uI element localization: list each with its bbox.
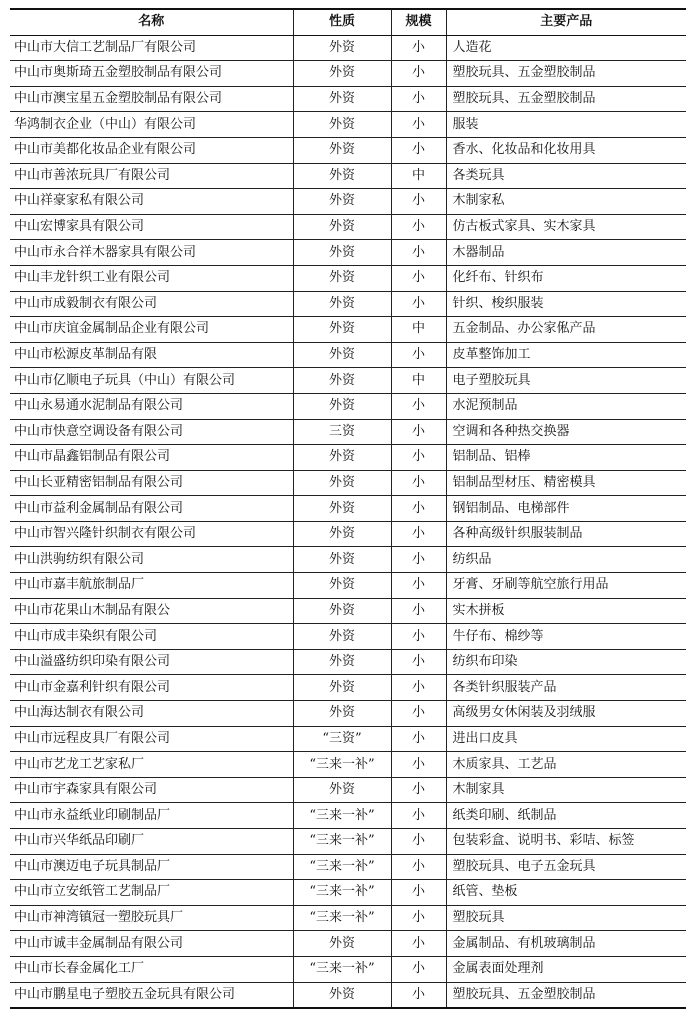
table-row bbox=[10, 931, 686, 957]
cell-scale: 小 bbox=[391, 342, 446, 368]
cell-name: 中山市澳迈电子玩具制品厂 bbox=[10, 854, 293, 880]
cell-name: 中山市益利金属制品有限公司 bbox=[10, 496, 293, 522]
cell-nature: 外资 bbox=[293, 368, 391, 394]
cell-name: 中山溢盛纺织印染有限公司 bbox=[10, 649, 293, 675]
cell-nature: 外资 bbox=[293, 598, 391, 624]
table-row bbox=[10, 598, 686, 624]
cell-nature: “三来一补” bbox=[293, 905, 391, 931]
table-row bbox=[10, 163, 686, 189]
cell-products: 包装彩盒、说明书、彩咭、标签 bbox=[446, 829, 686, 855]
cell-scale: 小 bbox=[391, 547, 446, 573]
cell-scale: 小 bbox=[391, 265, 446, 291]
cell-scale: 小 bbox=[391, 419, 446, 445]
cell-products: 牛仔布、棉纱等 bbox=[446, 624, 686, 650]
table-row bbox=[10, 777, 686, 803]
table-row bbox=[10, 624, 686, 650]
cell-nature: 外资 bbox=[293, 982, 391, 1008]
cell-scale: 小 bbox=[391, 86, 446, 112]
table-row bbox=[10, 752, 686, 778]
table-row bbox=[10, 61, 686, 87]
cell-nature: 外资 bbox=[293, 35, 391, 61]
table-row bbox=[10, 854, 686, 880]
cell-scale: 小 bbox=[391, 905, 446, 931]
cell-products: 香水、化妆品和化妆用具 bbox=[446, 137, 686, 163]
cell-nature: 外资 bbox=[293, 393, 391, 419]
cell-products: 服装 bbox=[446, 112, 686, 138]
cell-name: 中山长亚精密铝制品有限公司 bbox=[10, 470, 293, 496]
cell-scale: 小 bbox=[391, 982, 446, 1008]
cell-products: 塑胶玩具、五金塑胶制品 bbox=[446, 61, 686, 87]
cell-nature: 外资 bbox=[293, 624, 391, 650]
cell-scale: 小 bbox=[391, 829, 446, 855]
cell-scale: 小 bbox=[391, 854, 446, 880]
cell-products: 五金制品、办公家俬产品 bbox=[446, 317, 686, 343]
cell-products: 铝制品型材压、精密模具 bbox=[446, 470, 686, 496]
cell-name: 中山市永益纸业印刷制品厂 bbox=[10, 803, 293, 829]
cell-products: 木器制品 bbox=[446, 240, 686, 266]
cell-scale: 小 bbox=[391, 393, 446, 419]
cell-scale: 小 bbox=[391, 701, 446, 727]
cell-name: 中山市智兴隆针织制衣有限公司 bbox=[10, 521, 293, 547]
enterprise-table bbox=[10, 8, 686, 1009]
cell-scale: 中 bbox=[391, 368, 446, 394]
cell-products: 进出口皮具 bbox=[446, 726, 686, 752]
cell-nature: “三来一补” bbox=[293, 956, 391, 982]
cell-nature: 外资 bbox=[293, 214, 391, 240]
cell-name: 中山市永合祥木器家具有限公司 bbox=[10, 240, 293, 266]
cell-products: 纺织布印染 bbox=[446, 649, 686, 675]
cell-nature: “三来一补” bbox=[293, 854, 391, 880]
cell-scale: 小 bbox=[391, 624, 446, 650]
cell-nature: 外资 bbox=[293, 291, 391, 317]
table-row bbox=[10, 214, 686, 240]
cell-nature: 外资 bbox=[293, 317, 391, 343]
cell-nature: 外资 bbox=[293, 649, 391, 675]
cell-nature: “三来一补” bbox=[293, 803, 391, 829]
cell-nature: 外资 bbox=[293, 240, 391, 266]
cell-nature: 外资 bbox=[293, 445, 391, 471]
cell-products: 空调和各种热交换器 bbox=[446, 419, 686, 445]
cell-products: 实木拼板 bbox=[446, 598, 686, 624]
cell-name: 中山市嘉丰航旅制品厂 bbox=[10, 573, 293, 599]
table-row bbox=[10, 342, 686, 368]
cell-name: 中山市宇森家具有限公司 bbox=[10, 777, 293, 803]
cell-name: 中山市鹏星电子塑胶五金玩具有限公司 bbox=[10, 982, 293, 1008]
cell-scale: 小 bbox=[391, 137, 446, 163]
cell-products: 金属制品、有机玻璃制品 bbox=[446, 931, 686, 957]
cell-scale: 小 bbox=[391, 675, 446, 701]
cell-nature: 外资 bbox=[293, 112, 391, 138]
table-row bbox=[10, 829, 686, 855]
table-row bbox=[10, 86, 686, 112]
cell-products: 木制家私 bbox=[446, 189, 686, 215]
cell-nature: 外资 bbox=[293, 137, 391, 163]
cell-name: 中山市成毅制衣有限公司 bbox=[10, 291, 293, 317]
table-row bbox=[10, 675, 686, 701]
cell-name: 中山海达制衣有限公司 bbox=[10, 701, 293, 727]
table-row bbox=[10, 956, 686, 982]
cell-scale: 小 bbox=[391, 112, 446, 138]
cell-products: 塑胶玩具 bbox=[446, 905, 686, 931]
cell-nature: 三资 bbox=[293, 419, 391, 445]
table-row bbox=[10, 112, 686, 138]
table-row bbox=[10, 317, 686, 343]
header-products: 主要产品 bbox=[446, 9, 686, 35]
table-row bbox=[10, 393, 686, 419]
cell-scale: 小 bbox=[391, 521, 446, 547]
cell-name: 中山市艺龙工艺家私厂 bbox=[10, 752, 293, 778]
table-row bbox=[10, 573, 686, 599]
cell-name: 中山宏博家具有限公司 bbox=[10, 214, 293, 240]
cell-name: 中山市兴华纸品印刷厂 bbox=[10, 829, 293, 855]
cell-nature: 外资 bbox=[293, 573, 391, 599]
cell-nature: 外资 bbox=[293, 189, 391, 215]
cell-products: 牙膏、牙刷等航空旅行用品 bbox=[446, 573, 686, 599]
cell-name: 中山市长春金属化工厂 bbox=[10, 956, 293, 982]
cell-name: 中山市远程皮具厂有限公司 bbox=[10, 726, 293, 752]
cell-products: 塑胶玩具、五金塑胶制品 bbox=[446, 982, 686, 1008]
cell-nature: 外资 bbox=[293, 521, 391, 547]
cell-products: 纺织品 bbox=[446, 547, 686, 573]
cell-name: 中山市美都化妆品企业有限公司 bbox=[10, 137, 293, 163]
cell-products: 皮革整饰加工 bbox=[446, 342, 686, 368]
cell-name: 中山市成丰染织有限公司 bbox=[10, 624, 293, 650]
cell-products: 木质家具、工艺品 bbox=[446, 752, 686, 778]
cell-scale: 小 bbox=[391, 598, 446, 624]
cell-products: 塑胶玩具、电子五金玩具 bbox=[446, 854, 686, 880]
cell-products: 高级男女休闲装及羽绒服 bbox=[446, 701, 686, 727]
cell-nature: 外资 bbox=[293, 342, 391, 368]
table-row bbox=[10, 905, 686, 931]
table-row bbox=[10, 649, 686, 675]
table-row bbox=[10, 265, 686, 291]
cell-name: 中山市晶鑫铝制品有限公司 bbox=[10, 445, 293, 471]
cell-products: 各类玩具 bbox=[446, 163, 686, 189]
enterprise-table-container bbox=[10, 8, 686, 1009]
cell-name: 中山市神湾镇冠一塑胶玩具厂 bbox=[10, 905, 293, 931]
cell-name: 中山市快意空调设备有限公司 bbox=[10, 419, 293, 445]
cell-nature: “三来一补” bbox=[293, 829, 391, 855]
table-row bbox=[10, 291, 686, 317]
cell-name: 中山洪驹纺织有限公司 bbox=[10, 547, 293, 573]
table-row bbox=[10, 726, 686, 752]
cell-nature: 外资 bbox=[293, 86, 391, 112]
cell-name: 中山祥豪家私有限公司 bbox=[10, 189, 293, 215]
cell-scale: 小 bbox=[391, 752, 446, 778]
cell-scale: 小 bbox=[391, 880, 446, 906]
cell-scale: 小 bbox=[391, 240, 446, 266]
cell-nature: 外资 bbox=[293, 675, 391, 701]
cell-nature: 外资 bbox=[293, 61, 391, 87]
cell-scale: 小 bbox=[391, 573, 446, 599]
table-row bbox=[10, 470, 686, 496]
table-row bbox=[10, 137, 686, 163]
cell-scale: 小 bbox=[391, 496, 446, 522]
cell-nature: 外资 bbox=[293, 777, 391, 803]
cell-name: 华鸿制衣企业（中山）有限公司 bbox=[10, 112, 293, 138]
cell-nature: “三来一补” bbox=[293, 880, 391, 906]
cell-scale: 中 bbox=[391, 317, 446, 343]
cell-name: 中山丰龙针织工业有限公司 bbox=[10, 265, 293, 291]
cell-nature: 外资 bbox=[293, 701, 391, 727]
table-row bbox=[10, 496, 686, 522]
cell-scale: 小 bbox=[391, 189, 446, 215]
cell-products: 人造花 bbox=[446, 35, 686, 61]
cell-scale: 小 bbox=[391, 61, 446, 87]
table-body bbox=[10, 35, 686, 1008]
cell-nature: 外资 bbox=[293, 547, 391, 573]
cell-name: 中山市大信工艺制品厂有限公司 bbox=[10, 35, 293, 61]
cell-scale: 小 bbox=[391, 931, 446, 957]
header-scale: 规模 bbox=[391, 9, 446, 35]
table-row bbox=[10, 445, 686, 471]
cell-products: 纸管、垫板 bbox=[446, 880, 686, 906]
cell-name: 中山市澳宝星五金塑胶制品有限公司 bbox=[10, 86, 293, 112]
table-row bbox=[10, 982, 686, 1008]
cell-products: 各种高级针织服装制品 bbox=[446, 521, 686, 547]
cell-products: 仿古板式家具、实木家具 bbox=[446, 214, 686, 240]
table-row bbox=[10, 368, 686, 394]
cell-products: 铝制品、铝棒 bbox=[446, 445, 686, 471]
cell-nature: 外资 bbox=[293, 496, 391, 522]
cell-scale: 小 bbox=[391, 214, 446, 240]
cell-nature: 外资 bbox=[293, 931, 391, 957]
cell-name: 中山市奥斯琦五金塑胶制品有限公司 bbox=[10, 61, 293, 87]
cell-nature: 外资 bbox=[293, 163, 391, 189]
table-row bbox=[10, 240, 686, 266]
table-row bbox=[10, 547, 686, 573]
cell-products: 钢铝制品、电梯部件 bbox=[446, 496, 686, 522]
cell-name: 中山市善浓玩具厂有限公司 bbox=[10, 163, 293, 189]
cell-name: 中山市松源皮革制品有限 bbox=[10, 342, 293, 368]
cell-nature: 外资 bbox=[293, 265, 391, 291]
cell-nature: “三资” bbox=[293, 726, 391, 752]
cell-scale: 小 bbox=[391, 291, 446, 317]
table-header bbox=[10, 9, 686, 35]
cell-scale: 小 bbox=[391, 956, 446, 982]
cell-products: 针织、梭织服装 bbox=[446, 291, 686, 317]
table-row bbox=[10, 419, 686, 445]
table-row bbox=[10, 880, 686, 906]
table-row bbox=[10, 189, 686, 215]
cell-products: 水泥预制品 bbox=[446, 393, 686, 419]
cell-name: 中山市立安纸管工艺制品厂 bbox=[10, 880, 293, 906]
cell-nature: 外资 bbox=[293, 470, 391, 496]
cell-scale: 中 bbox=[391, 163, 446, 189]
cell-products: 各类针织服装产品 bbox=[446, 675, 686, 701]
table-row bbox=[10, 521, 686, 547]
cell-scale: 小 bbox=[391, 649, 446, 675]
cell-name: 中山市金嘉利针织有限公司 bbox=[10, 675, 293, 701]
cell-products: 金属表面处理剂 bbox=[446, 956, 686, 982]
cell-scale: 小 bbox=[391, 777, 446, 803]
cell-scale: 小 bbox=[391, 726, 446, 752]
cell-name: 中山市亿顺电子玩具（中山）有限公司 bbox=[10, 368, 293, 394]
cell-products: 电子塑胶玩具 bbox=[446, 368, 686, 394]
cell-scale: 小 bbox=[391, 445, 446, 471]
cell-name: 中山市庆谊金属制品企业有限公司 bbox=[10, 317, 293, 343]
cell-scale: 小 bbox=[391, 803, 446, 829]
table-row bbox=[10, 35, 686, 61]
cell-name: 中山市花果山木制品有限公 bbox=[10, 598, 293, 624]
cell-scale: 小 bbox=[391, 470, 446, 496]
cell-products: 化纤布、针织布 bbox=[446, 265, 686, 291]
header-row bbox=[10, 9, 686, 35]
header-name: 名称 bbox=[10, 9, 293, 35]
cell-name: 中山永易通水泥制品有限公司 bbox=[10, 393, 293, 419]
cell-nature: “三来一补” bbox=[293, 752, 391, 778]
cell-products: 塑胶玩具、五金塑胶制品 bbox=[446, 86, 686, 112]
table-row bbox=[10, 803, 686, 829]
table-row bbox=[10, 701, 686, 727]
cell-products: 木制家具 bbox=[446, 777, 686, 803]
header-nature: 性质 bbox=[293, 9, 391, 35]
cell-scale: 小 bbox=[391, 35, 446, 61]
cell-name: 中山市诚丰金属制品有限公司 bbox=[10, 931, 293, 957]
cell-products: 纸类印刷、纸制品 bbox=[446, 803, 686, 829]
